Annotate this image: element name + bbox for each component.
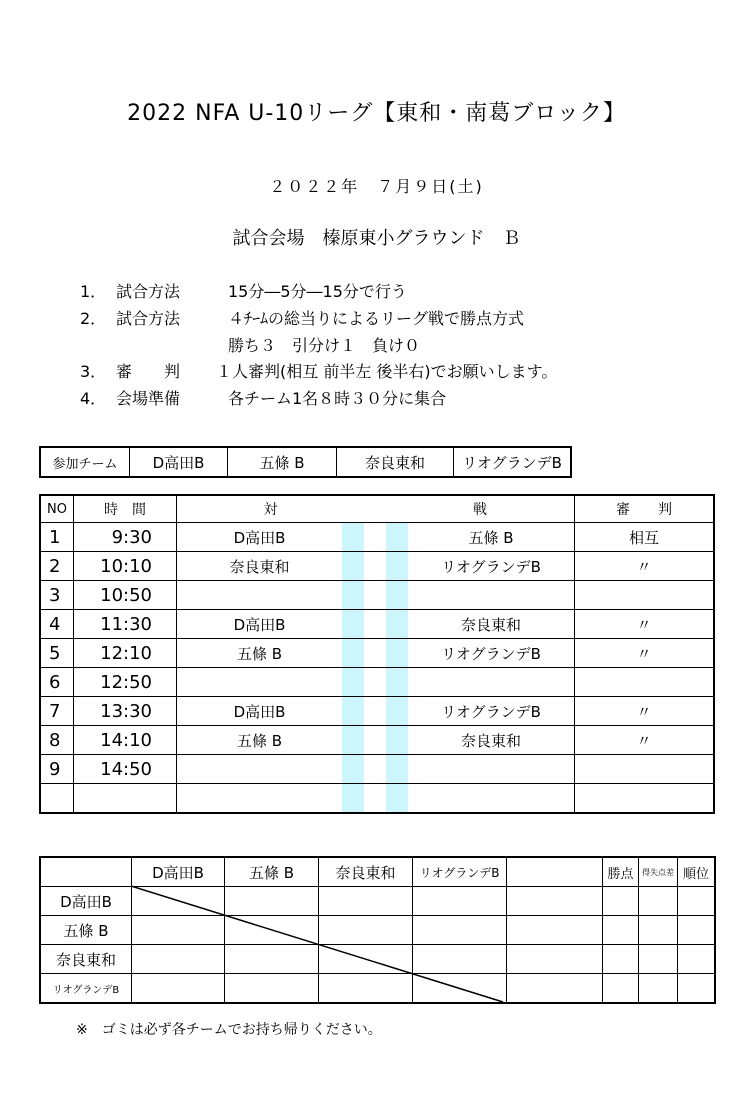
rule-label: 試合方法 [116,309,181,328]
header-vs-right: 戦 [386,495,575,523]
row-header: 奈良東和 [40,945,132,974]
referee: 〃 [575,726,715,755]
rule-label: 会場準備 [116,389,181,408]
header-vs-left: 対 [177,495,365,523]
col-header: D高田B [132,857,225,887]
team-cell: 五條 B [228,447,337,477]
rule-num: 4． [80,389,107,408]
match-no: 3 [40,581,74,610]
home-team: 五條 B [177,639,343,668]
away-team: 五條 B [408,523,575,552]
home-team: 五條 B [177,726,343,755]
rule-text: 勝ち３ 引分け１ 負け０ [228,336,421,355]
referee: 〃 [575,610,715,639]
venue: 試合会場 榛原東小グラウンド Ｂ [232,228,521,249]
rule-num: 1． [80,282,107,301]
rule-text: 15分―5分―15分で行う [228,282,407,301]
col-header: 奈良東和 [319,857,413,887]
home-team: D高田B [177,697,343,726]
rule-label: 試合方法 [116,282,181,301]
teams-label: 参加チーム [40,447,130,477]
match-time: 12:10 [74,639,177,668]
match-time: 14:50 [74,755,177,784]
match-time: 10:10 [74,552,177,581]
away-team: 奈良東和 [408,610,575,639]
match-time: 12:50 [74,668,177,697]
event-date: ２０２２年 ７月９日(土) [269,177,484,196]
referee: 〃 [575,639,715,668]
home-team: 奈良東和 [177,552,343,581]
match-time: 10:50 [74,581,177,610]
page-title: 2022 NFA U-10リーグ【東和・南葛ブロック】 [127,101,626,126]
away-team: リオグランデB [408,697,575,726]
header-referee: 審 判 [575,495,715,523]
referee: 相互 [575,523,715,552]
away-team: リオグランデB [408,639,575,668]
match-no: 1 [40,523,74,552]
match-no: 7 [40,697,74,726]
rank-header: 順位 [678,857,716,887]
rule-label: 審 判 [116,362,181,381]
team-cell: リオグランデB [454,447,572,477]
col-header: 五條 B [225,857,319,887]
team-cell: D高田B [130,447,228,477]
match-time: 11:30 [74,610,177,639]
self-match-diagonal [131,886,503,1002]
match-no: 4 [40,610,74,639]
referee: 〃 [575,552,715,581]
rule-text: 各チーム1名８時３０分に集合 [228,389,447,408]
row-header: リオグランデB [40,974,132,1004]
referee: 〃 [575,697,715,726]
rule-text: １人審判(相互 前半左 後半右)でお願いします。 [216,362,558,381]
rule-num: 3． [80,362,107,381]
col-header: リオグランデB [413,857,507,887]
match-no: 2 [40,552,74,581]
team-cell: 奈良東和 [337,447,454,477]
match-time: 9:30 [74,523,177,552]
home-team: D高田B [177,610,343,639]
match-time: 14:10 [74,726,177,755]
goal-diff-header: 得失点差 [639,857,678,887]
row-header: 五條 B [40,916,132,945]
header-no: NO [40,495,74,523]
away-team: 奈良東和 [408,726,575,755]
home-team: D高田B [177,523,343,552]
match-no: 9 [40,755,74,784]
row-header: D高田B [40,887,132,916]
rule-num: 2． [80,309,107,328]
footnote: ※ ゴミは必ず各チームでお持ち帰りください。 [76,1022,382,1038]
rule-text: ４ﾁｰﾑの総当りによるリーグ戦で勝点方式 [228,309,525,328]
match-no: 6 [40,668,74,697]
match-no: 5 [40,639,74,668]
match-no: 8 [40,726,74,755]
away-team: リオグランデB [408,552,575,581]
points-header: 勝点 [603,857,639,887]
match-time: 13:30 [74,697,177,726]
header-time: 時 間 [74,495,177,523]
